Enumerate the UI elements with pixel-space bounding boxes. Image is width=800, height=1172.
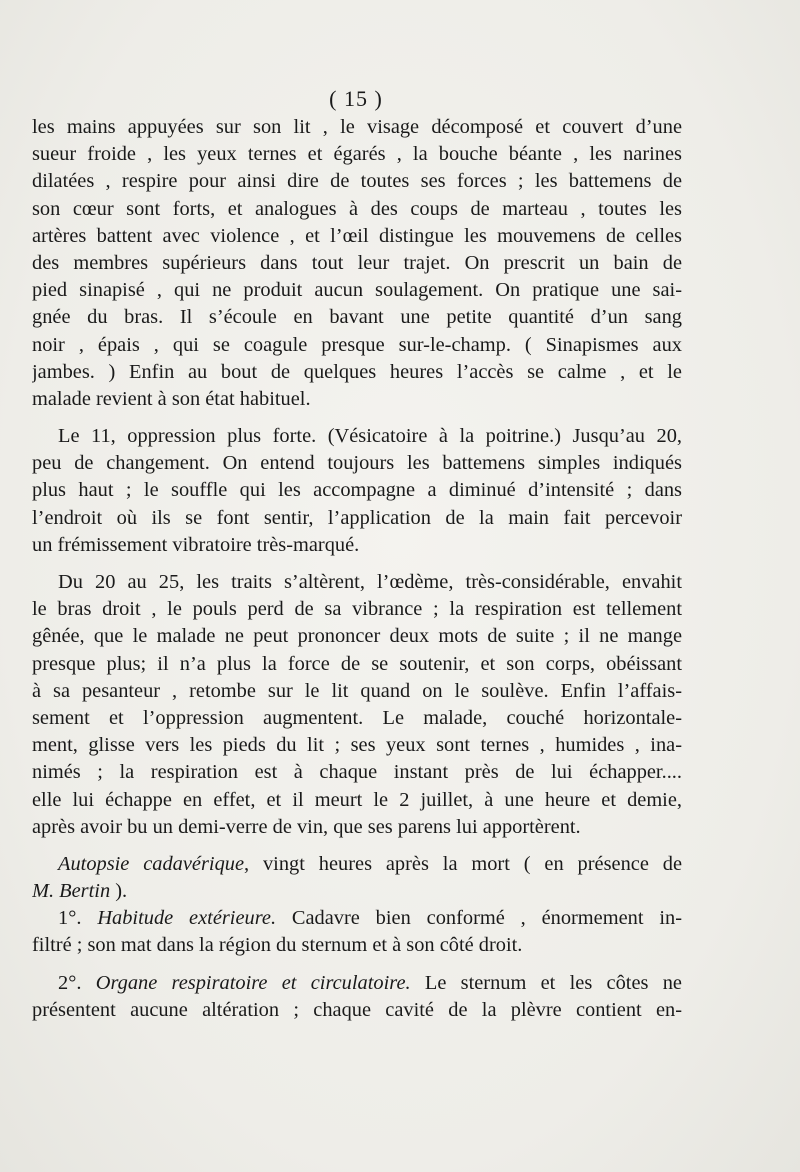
text-line: nimés ; la respiration est à chaque instant près de lui échapper....	[32, 761, 682, 784]
text-line	[32, 851, 682, 878]
text-line: artères battent avec violence , et l’œil distingue les mouvemens de celles	[32, 224, 682, 247]
text-line: à sa pesanteur , retombe sur le lit quand on le soulève. Enfin l’affais-	[32, 679, 682, 702]
paragraph-2	[32, 423, 682, 559]
paragraph-autopsy	[32, 851, 682, 905]
text-line: gnée du bras. Il s’écoule en bavant une petite quantité d’un sang	[32, 306, 682, 329]
paragraph-1	[32, 114, 682, 413]
paragraph-3	[32, 569, 682, 841]
section-number: 2°.	[58, 971, 82, 994]
text-line: Du 20 au 25, les traits s’altèrent, l’œdème, très-considérable, envahit	[58, 571, 682, 593]
text-line: elle lui échappe en effet, et il meurt le 2 juillet, à une heure et demie,	[32, 788, 682, 811]
section-number: 1°.	[58, 907, 82, 930]
text-line: le bras droit , le pouls perd de sa vibrance ; la respiration est tellement	[32, 598, 682, 621]
text-line: M. Bertin ).	[32, 880, 128, 903]
text-line: présentent aucune altération ; chaque cavité de la plèvre contient en-	[32, 998, 682, 1021]
paragraph-organe	[32, 970, 682, 1024]
page-number: ( 15 )	[329, 86, 383, 111]
autopsy-witness: M. Bertin	[32, 880, 111, 903]
text-line: 1°. Habitude extérieure. Cadavre bien conformé , énormement in-	[58, 907, 682, 930]
text-line: jambes. ) Enfin au bout de quelques heures l’accès se calme , et le	[32, 360, 682, 383]
text-line: son cœur sont forts, et analogues à des coups de marteau , toutes les	[32, 197, 682, 220]
text-line: gênée, que le malade ne peut prononcer deux mots de suite ; il ne mange	[32, 625, 682, 648]
body-text	[32, 114, 682, 1024]
autopsy-heading: Autopsie cadavérique	[58, 852, 245, 875]
text-line: sement et l’oppression augmentent. Le malade, couché horizontale-	[32, 706, 682, 729]
text-line: 2°. Organe respiratoire et circulatoire. Le sternum et les côtes ne	[58, 971, 682, 994]
text-line: dilatées , respire pour ainsi dire de toutes ses forces ; les battemens de	[32, 170, 682, 193]
text-line: filtré ; son mat dans la région du sternum et à son côté droit.	[32, 934, 523, 957]
text-line: presque plus; il n’a plus la force de se soutenir, et son corps, obéissant	[32, 652, 682, 675]
text-line: ment, glisse vers les pieds du lit ; ses yeux sont ternes , humides , ina-	[32, 734, 682, 757]
paragraph-habitude	[32, 905, 682, 959]
text-line: après avoir bu un demi-verre de vin, que ses parens lui apportèrent.	[32, 815, 581, 838]
text-line: un frémissement vibratoire très-marqué.	[32, 533, 360, 556]
text-line: les mains appuyées sur son lit , le visage décomposé et couvert d’une	[32, 116, 682, 138]
text-line: peu de changement. On entend toujours les battemens simples indiqués	[32, 452, 682, 475]
text-line: des membres supérieurs dans tout leur trajet. On prescrit un bain de	[32, 251, 682, 274]
text-line: pied sinapisé , qui ne produit aucun soulagement. On pratique une sai-	[32, 279, 682, 302]
text-line: malade revient à son état habituel.	[32, 387, 311, 410]
section-heading: Organe respiratoire et circulatoire.	[95, 971, 411, 994]
text-line: plus haut ; le souffle qui les accompagne a diminué d’intensité ; dans	[32, 479, 682, 502]
section-heading: Habitude extérieure.	[97, 907, 277, 930]
text-line: noir , épais , qui se coagule presque sur-le-champ. ( Sinapismes aux	[32, 333, 682, 356]
text-line: Le 11, oppression plus forte. (Vésicatoire à la poitrine.) Jusqu’au 20,	[58, 425, 682, 448]
text-line: l’endroit où ils se font sentir, l’application de la main fait percevoir	[32, 506, 682, 529]
text-line: sueur froide , les yeux ternes et égarés , la bouche béante , les narines	[32, 143, 682, 166]
autopsy-heading-rest: , vingt heures après la mort ( en présence de	[244, 852, 682, 875]
